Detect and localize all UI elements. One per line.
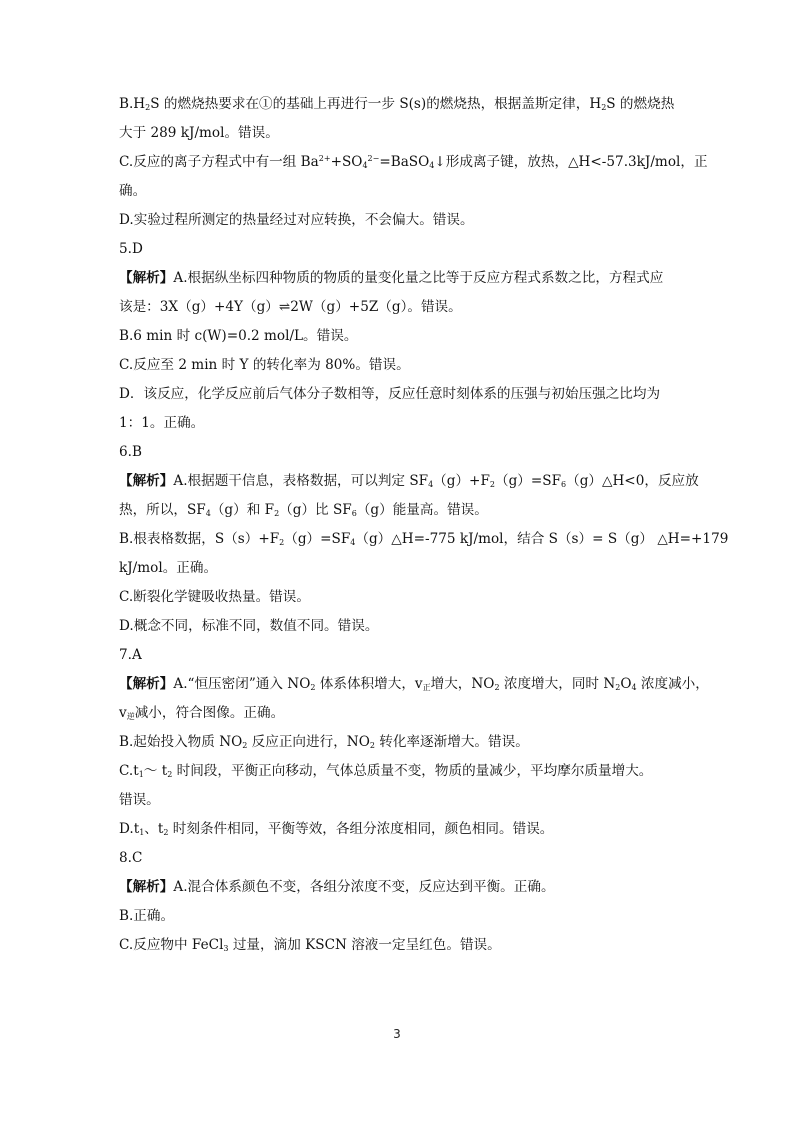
- text-line-19: D.概念不同，标准不同，数值不同。错误。: [119, 618, 379, 634]
- text-line-9: B.6 min 时 c(W)=0.2 mol/L。错误。: [119, 328, 358, 344]
- page-number: 3: [393, 1027, 401, 1041]
- text-line-17: kJ/mol。正确。: [119, 560, 218, 576]
- text-line-12: 1：1。正确。: [119, 415, 205, 431]
- text-line-7: 【解析】A.根据纵坐标四种物质的物质的量变化量之比等于反应方程式系数之比，方程式应: [119, 270, 664, 286]
- text-line-2: 大于 289 kJ/mol。错误。: [119, 125, 279, 141]
- text-line-11: D．该反应，化学反应前后气体分子数相等，反应任意时刻体系的压强与初始压强之比均为: [119, 386, 661, 402]
- text-line-3: C.反应的离子方程式中有一组 $Ba^{2+}+SO_4^{2-}=BaSO_4↓$形成离子键，放热，△H<-57.3kJ/mol，正: [119, 154, 708, 170]
- text-line-8: 该是：3X（g）+4Y（g）⇌2W（g）+5Z（g）。错误。: [119, 299, 462, 315]
- text-line-27: 8.C: [119, 850, 143, 866]
- answer-explanations: [119, 90, 729, 960]
- text-line-25: 错误。: [119, 792, 160, 808]
- text-line-28: 【解析】A.混合体系颜色不变，各组分浓度不变，反应达到平衡。正确。: [119, 879, 555, 895]
- text-line-14: 【解析】A.根据题干信息，表格数据，可以判定 $SF_4(g)+F_2(g)=SF_6(g)\triangle H<0$，反应放: [119, 473, 699, 489]
- text-line-21: 【解析】A.“恒压密闭”通入 $NO_2$ 体系体积增大，$v_正$增大，$NO_2$ 浓度增大，同时 $N_2O_4$ 浓度减小，: [119, 676, 709, 692]
- text-line-6: 5.D: [119, 241, 143, 257]
- text-line-16: B.根表格数据，$S(s)+F_2(g)=SF_4(g)\triangle H=-775$ kJ/mol，结合 S（s）= S（g） △H=+179: [119, 531, 729, 547]
- text-line-15: 热，所以，$SF_4(g)$和 $F_2(g)$比 $SF_6(g)$能量高。错误。: [119, 502, 488, 518]
- text-line-23: B.起始投入物质 $NO_2$ 反应正向进行，$NO_2$ 转化率逐渐增大。错误。: [119, 734, 529, 750]
- text-line-29: B.正确。: [119, 908, 175, 924]
- text-line-13: 6.B: [119, 444, 142, 460]
- text-line-18: C.断裂化学键吸收热量。错误。: [119, 589, 310, 605]
- text-line-30: C.反应物中 FeCl$_3$ 过量，滴加 KSCN 溶液一定呈红色。错误。: [119, 937, 501, 953]
- text-line-10: C.反应至 2 min 时 Y 的转化率为 80%。错误。: [119, 357, 410, 373]
- text-line-5: D.实验过程所测定的热量经过对应转换，不会偏大。错误。: [119, 212, 474, 228]
- text-line-1: $B.H_2S$ 的燃烧热要求在①的基础上再进行一步 S(s)的燃烧热，根据盖斯定律，$H_2S$ 的燃烧热: [119, 96, 675, 112]
- text-line-22: $v_逆$减小，符合图像。正确。: [119, 705, 285, 721]
- text-line-4: 确。: [119, 183, 147, 199]
- text-line-20: 7.A: [119, 647, 142, 663]
- text-line-24: $C.t_1\sim$ $t_2$ 时间段，平衡正向移动，气体总质量不变，物质的量减少，平均摩尔质量增大。: [119, 763, 653, 779]
- text-line-26: $D.t_1$、$t_2$ 时刻条件相同，平衡等效，各组分浓度相同，颜色相同。错误。: [119, 821, 554, 837]
